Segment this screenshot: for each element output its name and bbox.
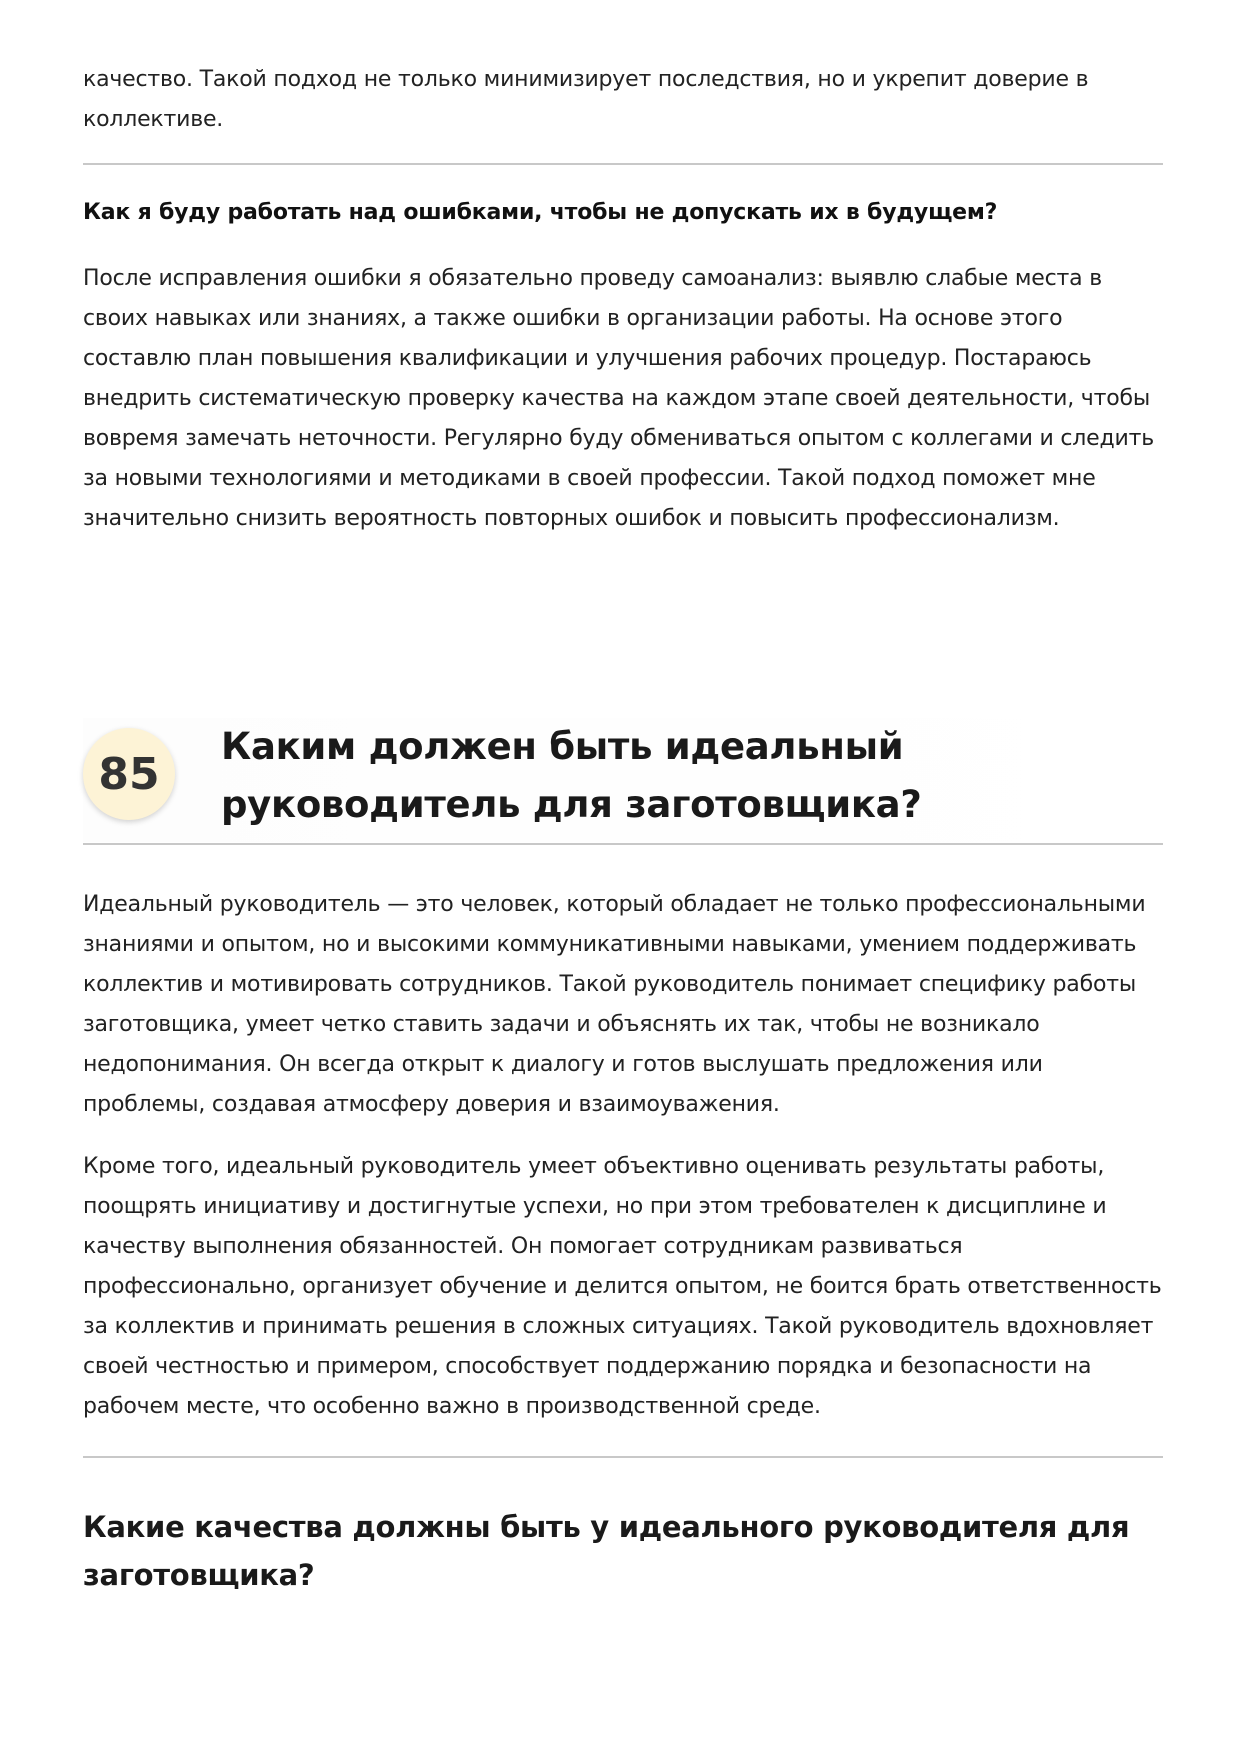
intro-paragraph: качество. Такой подход не только минимизирует последствия, но и укрепит доверие в коллективе. — [83, 67, 1089, 132]
subsection-heading: Какие качества должны быть у идеального руководителя для заготовщика? — [83, 1510, 1130, 1592]
answer-paragraph: После исправления ошибки я обязательно проведу самоанализ: выявлю слабые места в своих навыках или знаниях, а также ошибки в организации работы. На основе этого составлю план повышения квалификации и улучшения рабочих процедур. Постараюсь внедрить систематическую проверку качества на каждом этапе своей деятельности, чтобы вовремя замечать неточности. Регулярно буду обмениваться опытом с коллегами и следить за новыми технологиями и методиками в своей профессии. Такой подход поможет мне значительно снизить вероятность повторных ошибок и повысить профессионализм. — [83, 266, 1154, 531]
section-divider — [83, 843, 1163, 845]
divider — [83, 1456, 1163, 1458]
body-paragraph: Кроме того, идеальный руководитель умеет объективно оценивать результаты работы, поощрять инициативу и достигнутые успехи, но при этом требователен к дисциплине и качеству выполнения обязанностей. Он помогает сотрудникам развиваться профессионально, организует обучение и делится опытом, не боится брать ответственность за коллектив и принимать решения в сложных ситуациях. Такой руководитель вдохновляет своей честностью и примером, способствует поддержанию порядка и безопасности на рабочем месте, что особенно важно в производственной среде. — [83, 1154, 1162, 1419]
section-body — [83, 885, 1163, 1427]
question-heading: Как я буду работать над ошибками, чтобы не допускать их в будущем? — [83, 200, 998, 225]
divider — [83, 163, 1163, 165]
body-paragraph: Идеальный руководитель — это человек, который обладает не только профессиональными знаниями и опытом, но и высокими коммуникативными навыками, умением поддерживать коллектив и мотивировать сотрудников. Такой руководитель понимает специфику работы заготовщика, умеет четко ставить задачи и объяснять их так, чтобы не возникало недопонимания. Он всегда открыт к диалогу и готов выслушать предложения или проблемы, создавая атмосферу доверия и взаимоуважения. — [83, 892, 1146, 1117]
section-header — [83, 718, 1163, 842]
section-number-badge: 85 — [83, 728, 175, 820]
section-title: Каким должен быть идеальный руководитель для заготовщика? — [221, 725, 922, 826]
